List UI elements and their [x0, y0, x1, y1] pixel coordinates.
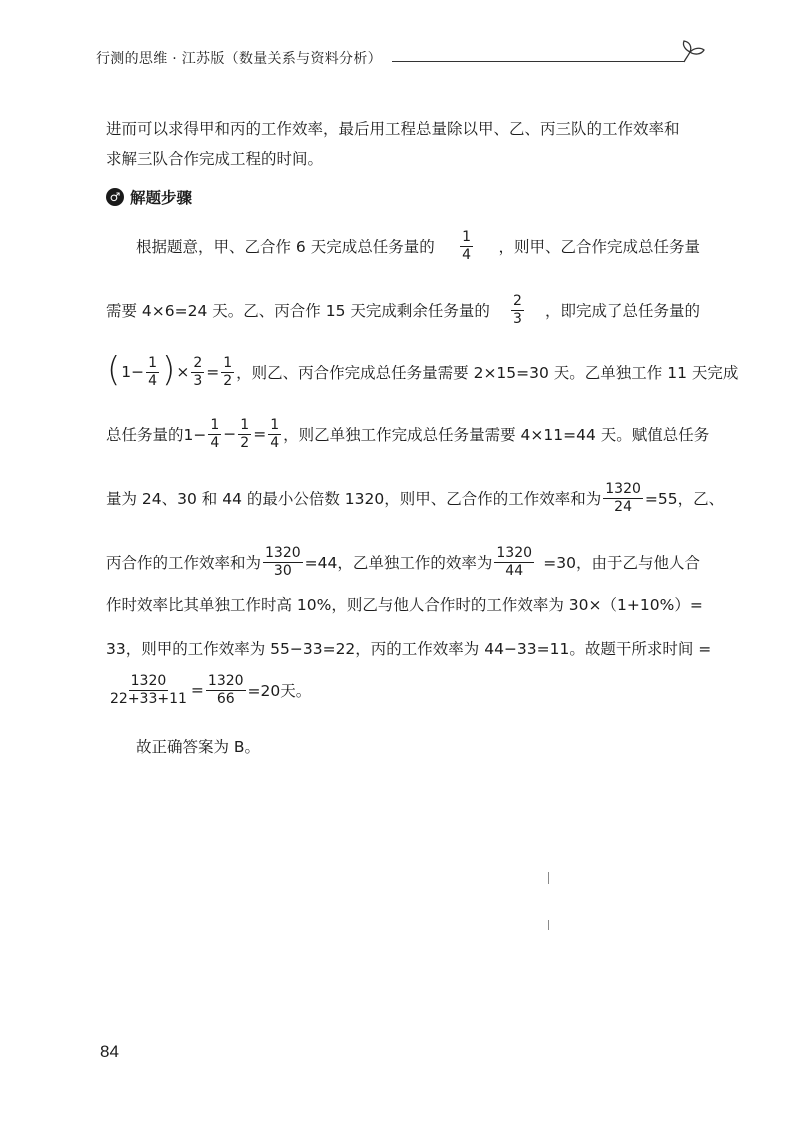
numerator: 1: [223, 355, 233, 372]
numerator: 1: [462, 229, 472, 246]
solution-line-2: [106, 280, 700, 340]
text: ，则乙、丙合作完成总任务量需要 2×15=30 天。乙单独工作 11 天完成: [236, 364, 739, 382]
left-paren: (: [107, 350, 121, 390]
fraction: [108, 673, 189, 706]
solution-steps-icon: ♂: [106, 188, 124, 206]
answer-text: 故正确答案为 B。: [136, 738, 261, 756]
text: 1−: [121, 363, 145, 381]
text: =30，由于乙与他人合: [543, 554, 700, 572]
numerator: 1320: [496, 545, 533, 562]
numerator: 1: [148, 355, 158, 372]
sprout-icon: [676, 38, 708, 66]
numerator: 1320: [265, 545, 301, 562]
fraction: [603, 481, 643, 514]
text: =: [253, 425, 267, 443]
right-paren: ): [162, 350, 176, 390]
text: =20天。: [247, 682, 312, 700]
denominator: 4: [462, 246, 472, 263]
section-heading: [106, 186, 192, 208]
page-number: 84: [100, 1042, 119, 1061]
denominator: 30: [273, 562, 292, 579]
text: =55，乙、: [644, 490, 725, 508]
numerator: 1320: [207, 673, 244, 690]
fraction: [511, 293, 524, 326]
solution-line-1: [136, 216, 700, 276]
text: =: [190, 681, 204, 699]
denominator: 2: [240, 434, 250, 451]
denominator: 4: [210, 434, 220, 451]
text: 33，则甲的工作效率为 55−33=22，丙的工作效率为 44−33=11。故题干所求时间 =: [106, 640, 712, 658]
denominator: 2: [223, 372, 233, 389]
fraction: [268, 417, 281, 450]
text: 量为 24、30 和 44 的最小公倍数 1320，则甲、乙合作的工作效率和为: [106, 490, 602, 508]
solution-line-3: [106, 342, 739, 402]
fraction: [221, 355, 234, 388]
solution-line-4: [106, 404, 710, 464]
numerator: 2: [193, 355, 203, 372]
running-header: 行测的思维 · 江苏版（数量关系与资料分析）: [96, 51, 382, 67]
text: =44，乙单独工作的效率为: [304, 554, 493, 572]
scan-mark: [548, 920, 549, 930]
numerator: 1: [210, 417, 220, 434]
intro-line-2: [106, 128, 700, 188]
text: ，则甲、乙合作完成总任务量: [498, 238, 700, 256]
text: =: [206, 363, 220, 381]
fraction: [191, 355, 204, 388]
solution-line-9: [106, 660, 700, 720]
denominator: 4: [148, 372, 158, 389]
fraction: [460, 229, 473, 262]
scan-mark: [548, 872, 549, 884]
fraction: [238, 417, 251, 450]
text: −: [223, 425, 237, 443]
intro-text-1: 进而可以求得甲和丙的工作效率，最后用工程总量除以甲、乙、丙三队的工作效率和: [106, 120, 680, 138]
denominator: 4: [270, 434, 280, 451]
denominator: 3: [512, 310, 522, 327]
header-rule: [392, 61, 684, 62]
denominator: 44: [505, 562, 524, 579]
text: 丙合作的工作效率和为: [106, 554, 262, 572]
solution-line-10: [136, 716, 700, 776]
text: 总任务量的1−: [106, 426, 207, 444]
text: 根据题意，甲、乙合作 6 天完成总任务量的: [136, 238, 435, 256]
text: ，即完成了总任务量的: [544, 302, 700, 320]
numerator: 2: [512, 293, 522, 310]
numerator: 1320: [130, 673, 167, 690]
section-title: 解题步骤: [130, 189, 193, 207]
fraction: [208, 417, 221, 450]
text: ×: [176, 363, 190, 381]
fraction: [146, 355, 159, 388]
fraction: [206, 673, 246, 706]
text: 作时效率比其单独工作时高 10%，则乙与他人合作时的工作效率为 30×（1+10%）=: [106, 596, 703, 614]
intro-text-2: 求解三队合作完成工程的时间。: [106, 150, 324, 168]
text: ，则乙单独工作完成总任务量需要 4×11=44 天。赋值总任务: [283, 426, 710, 444]
solution-line-5: [106, 468, 725, 528]
numerator: 1: [240, 417, 250, 434]
denominator: 22+33+11: [110, 690, 187, 707]
text: 需要 4×6=24 天。乙、丙合作 15 天完成剩余任务量的: [106, 302, 490, 320]
denominator: 24: [614, 498, 632, 515]
denominator: 66: [216, 690, 235, 707]
denominator: 3: [193, 372, 203, 389]
numerator: 1320: [605, 481, 641, 498]
numerator: 1: [270, 417, 280, 434]
